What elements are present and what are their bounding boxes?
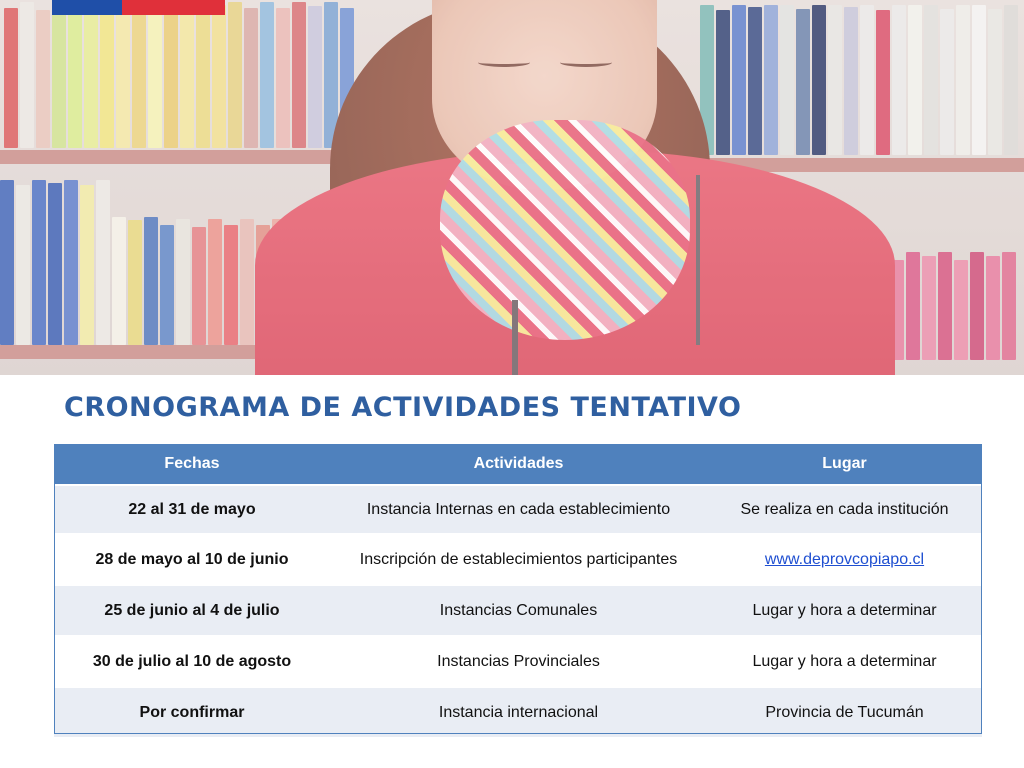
cell-lugar — [707, 534, 982, 585]
table-row — [54, 534, 982, 585]
cell-actividad: Instancia internacional — [330, 687, 707, 737]
flag-blue-stripe — [52, 0, 122, 15]
page-title: CRONOGRAMA DE ACTIVIDADES TENTATIVO — [64, 392, 742, 423]
table-row — [54, 585, 982, 636]
table-header-row — [54, 444, 982, 485]
cell-actividad: Instancia Internas en cada establecimiento — [330, 485, 707, 534]
hero-photo — [0, 0, 1024, 375]
table-row — [54, 485, 982, 534]
schedule-table-container — [54, 444, 982, 737]
schedule-table — [54, 444, 982, 737]
cell-fecha: Por confirmar — [54, 687, 330, 737]
table-row — [54, 636, 982, 687]
header-actividades: Actividades — [330, 444, 707, 485]
deprovcopiapo-link[interactable]: www.deprovcopiapo.cl — [764, 551, 925, 568]
cell-actividad: Instancias Comunales — [330, 585, 707, 636]
cell-lugar: Lugar y hora a determinar — [707, 636, 982, 687]
flag-red-stripe — [122, 0, 225, 15]
cell-actividad: Inscripción de establecimientos participantes — [330, 534, 707, 585]
header-fechas: Fechas — [54, 444, 330, 485]
cell-fecha: 22 al 31 de mayo — [54, 485, 330, 534]
cell-lugar: Provincia de Tucumán — [707, 687, 982, 737]
table-row — [54, 687, 982, 737]
cell-actividad: Instancias Provinciales — [330, 636, 707, 687]
cell-fecha: 30 de julio al 10 de agosto — [54, 636, 330, 687]
hero-overlay — [0, 0, 1024, 375]
cell-fecha: 25 de junio al 4 de julio — [54, 585, 330, 636]
cell-fecha: 28 de mayo al 10 de junio — [54, 534, 330, 585]
cell-lugar: Se realiza en cada institución — [707, 485, 982, 534]
header-lugar: Lugar — [707, 444, 982, 485]
chile-flag-bar — [52, 0, 225, 15]
cell-lugar: Lugar y hora a determinar — [707, 585, 982, 636]
